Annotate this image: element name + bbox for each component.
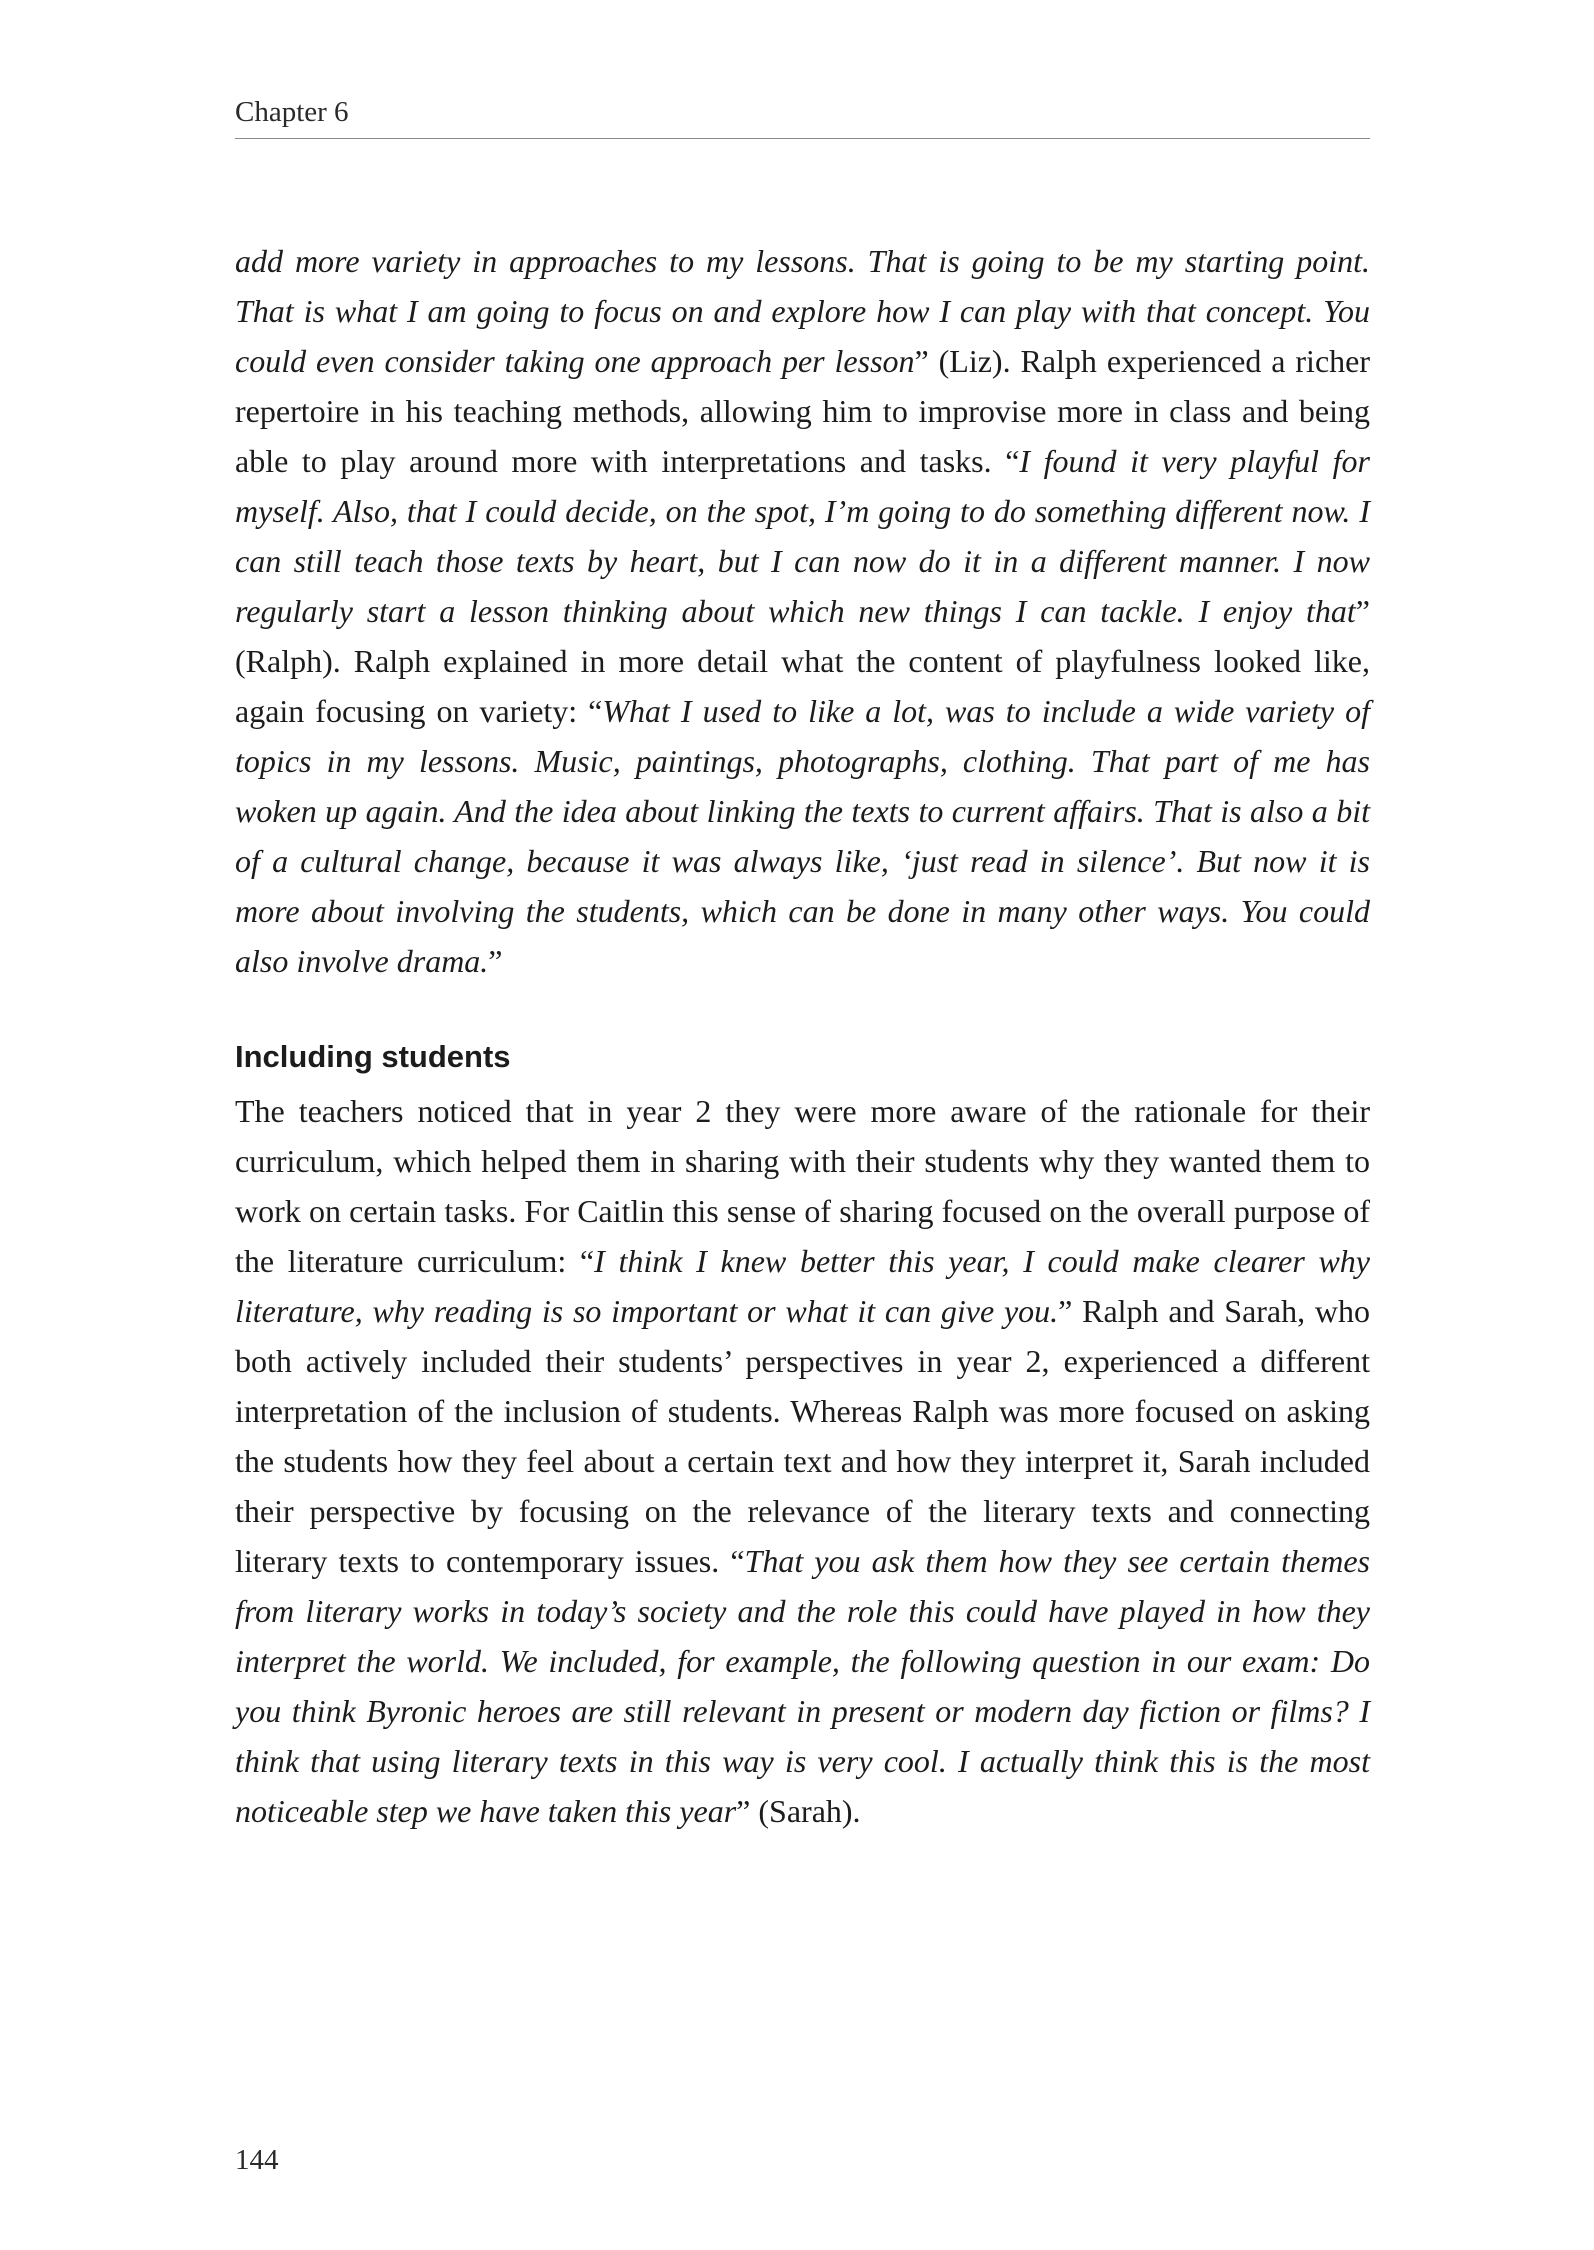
header-divider bbox=[235, 138, 1370, 139]
quote-liz: add more variety in approaches to my lessons. That is going to be my starting point. That is what I am going to focus on and explore how I can play with that concept. You could even consider taking one approach per lesson bbox=[235, 243, 1370, 379]
body-paragraph-2 bbox=[235, 1086, 1370, 1836]
paragraph-text: ” bbox=[488, 943, 503, 979]
body-paragraph-1 bbox=[235, 236, 1370, 986]
section-heading: Including students bbox=[235, 1039, 511, 1074]
quote-ralph-2: What I used to like a lot, was to include a wide variety of topics in my lessons. Music, paintings, photographs, clothing. That part of me has woken up again. And the idea about linking the texts to current affairs. That is also a bit of a cultural change, because it was always like, ‘just read in silence’. But now it is more about involving the students, which can be done in many other ways. You could also involve drama. bbox=[235, 693, 1371, 979]
paragraph-text: ” (Liz). Ralph experienced a richer repertoire in his teaching methods, allowing him to improvise more in class and being able to play around more with interpretations and tasks. “ bbox=[235, 343, 1371, 479]
quote-sarah: That you ask them how they see certain themes from literary works in today’s society and the role this could have played in how they interpret the world. We included, for example, the following question in our exam: Do you think Byronic heroes are still relevant in present or modern day fiction or films? I think that using literary texts in this way is very cool. I actually think this is the most noticeable step we have taken this year bbox=[235, 1543, 1371, 1829]
paragraph-text: ” (Ralph). Ralph explained in more detail what the content of playfulness looked like, again focusing on variety: “ bbox=[235, 593, 1370, 729]
page-number: 144 bbox=[235, 2144, 279, 2176]
paragraph-text: ” Ralph and Sarah, who both actively included their students’ perspectives in year 2, experienced a different interpretation of the inclusion of students. Whereas Ralph was more focused on asking the students how they feel about a certain text and how they interpret it, Sarah included their perspective by focusing on the relevance of the literary texts and connecting literary texts to contemporary issues. “ bbox=[235, 1293, 1371, 1579]
running-head: Chapter 6 bbox=[235, 96, 349, 128]
quote-caitlin: I think I knew better this year, I could make clearer why literature, why reading is so important or what it can give you. bbox=[235, 1243, 1371, 1329]
paragraph-text: ” (Sarah). bbox=[736, 1793, 861, 1829]
paragraph-text: The teachers noticed that in year 2 they were more aware of the rationale for their curriculum, which helped them in sharing with their students why they wanted them to work on certain tasks. For Caitlin this sense of sharing focused on the overall purpose of the literature curriculum: “ bbox=[235, 1093, 1370, 1279]
quote-ralph-1: I found it very playful for myself. Also, that I could decide, on the spot, I’m going to do something different now. I can still teach those texts by heart, but I can now do it in a different manner. I now regularly start a lesson thinking about which new things I can tackle. I enjoy that bbox=[235, 443, 1371, 629]
